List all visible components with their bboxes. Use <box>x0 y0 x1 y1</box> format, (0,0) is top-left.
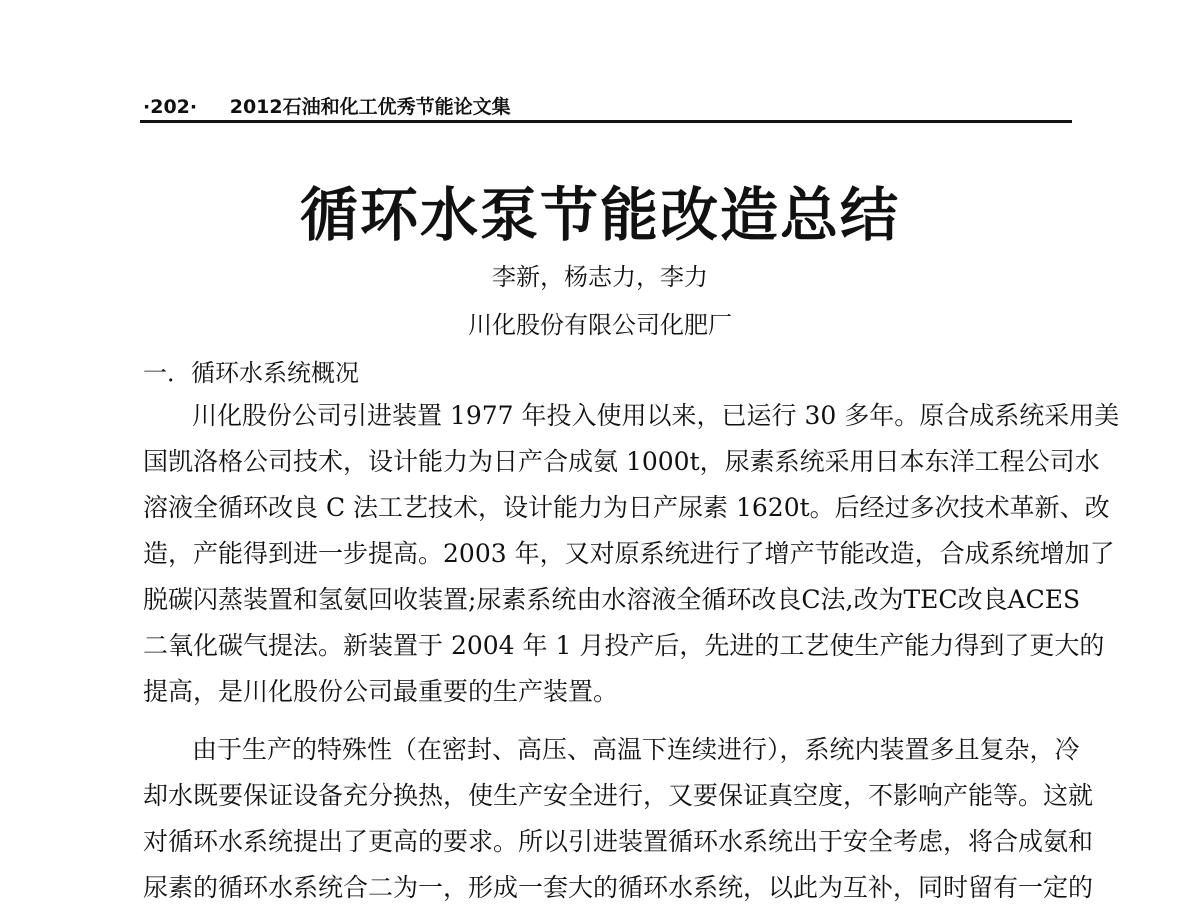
article-title: 循环水泵节能改造总结 <box>299 181 900 249</box>
paragraph-line: 却水既要保证设备充分换热，使生产安全进行，又要保证真空度，不影响产能等。这就 <box>143 781 1094 810</box>
paragraph-line: 对循环水系统提出了更高的要求。所以引进装置循环水系统出于安全考虑，将合成氨和 <box>143 827 1094 856</box>
paragraph-line: 溶液全循环改良 C 法工艺技术，设计能力为日产尿素 1620t。后经过多次技术革新、改 <box>143 493 1110 522</box>
paragraph-line: 造，产能得到进一步提高。2003 年，又对原系统进行了增产节能改造，合成系统增加了 <box>143 539 1115 568</box>
paragraph-line: 尿素的循环水系统合二为一，形成一套大的循环水系统，以此为互补，同时留有一定的 <box>143 873 1094 902</box>
paragraph-line: 川化股份公司引进装置 1977 年投入使用以来，已运行 30 多年。原合成系统采用美 <box>192 401 1120 430</box>
paragraph-line: 由于生产的特殊性（在密封、高压、高温下连续进行），系统内装置多且复杂，冷 <box>192 735 1080 764</box>
affiliation: 川化股份有限公司化肥厂 <box>468 311 732 339</box>
paragraph-line: 提高，是川化股份公司最重要的生产装置。 <box>143 677 619 706</box>
paragraph-line: 二氧化碳气提法。新装置于 2004 年 1 月投产后，先进的工艺使生产能力得到了更大的 <box>143 631 1105 660</box>
header-rule <box>140 120 1072 123</box>
running-header <box>143 92 511 119</box>
page-number: ·202· <box>143 96 198 118</box>
section-heading: 一．循环水系统概况 <box>143 359 359 387</box>
paragraph-line: 脱碳闪蒸装置和氢氨回收装置;尿素系统由水溶液全循环改良C法,改为TEC改良ACES <box>143 585 1081 614</box>
paragraph-line: 国凯洛格公司技术，设计能力为日产合成氨 1000t，尿素系统采用日本东洋工程公司水 <box>143 447 1100 476</box>
authors: 李新，杨志力，李力 <box>492 263 708 291</box>
book-title: 2012石油和化工优秀节能论文集 <box>229 96 511 118</box>
